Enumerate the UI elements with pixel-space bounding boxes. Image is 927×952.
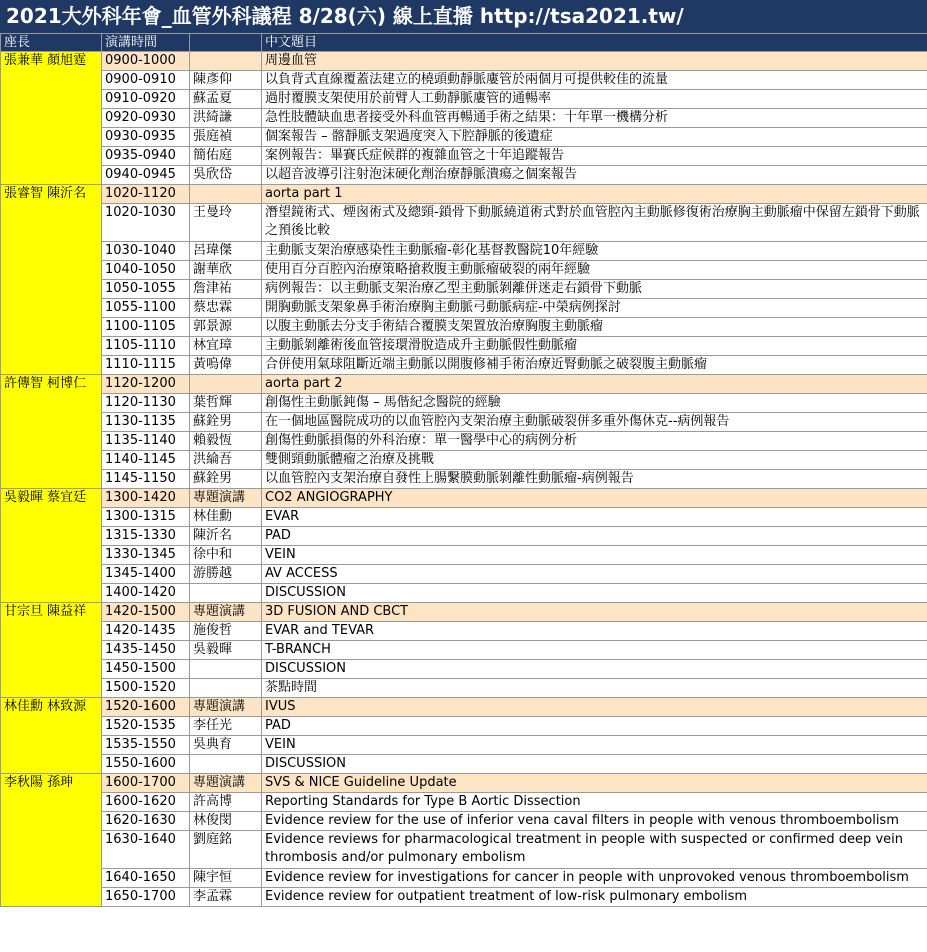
- session-time: 1300-1420: [102, 489, 190, 508]
- talk-row: [1, 565, 927, 584]
- agenda-table: [0, 33, 927, 907]
- talk-speaker: 吳毅暉: [190, 641, 262, 660]
- talk-topic: 以負背式直線覆蓋法建立的橈頭動靜脈廔管於兩個月可提供較佳的流量: [262, 71, 927, 90]
- session-label: [190, 375, 262, 394]
- chair-names: 甘宗旦 陳益祥: [1, 603, 102, 698]
- talk-topic: 潛望鏡術式、煙囪術式及總頸-鎖骨下動脈繞道術式對於血管腔內主動脈修復術治療胸主動脈瘤中保留左鎖骨下動脈之預後比較: [262, 204, 927, 242]
- talk-time: 1640-1650: [102, 869, 190, 888]
- talk-row: [1, 660, 927, 679]
- talk-time: 1140-1145: [102, 451, 190, 470]
- session-row: [1, 774, 927, 793]
- talk-topic: DISCUSSION: [262, 584, 927, 603]
- talk-time: 1630-1640: [102, 831, 190, 869]
- talk-time: 1030-1040: [102, 242, 190, 261]
- session-time: 1120-1200: [102, 375, 190, 394]
- talk-topic: 主動脈支架治療感染性主動脈瘤-彰化基督教醫院10年經驗: [262, 242, 927, 261]
- talk-row: [1, 508, 927, 527]
- talk-row: [1, 888, 927, 907]
- talk-time: 1520-1535: [102, 717, 190, 736]
- talk-topic: VEIN: [262, 736, 927, 755]
- talk-speaker: 林宜璋: [190, 337, 262, 356]
- session-row: [1, 489, 927, 508]
- talk-speaker: 游勝越: [190, 565, 262, 584]
- header-speaker: [190, 34, 262, 52]
- session-time: 1020-1120: [102, 185, 190, 204]
- talk-topic: 案例報告：畢賽氏症候群的複雜血管之十年追蹤報告: [262, 147, 927, 166]
- talk-row: [1, 432, 927, 451]
- session-label: 專題演講: [190, 603, 262, 622]
- session-topic: aorta part 1: [262, 185, 927, 204]
- session-row: [1, 52, 927, 71]
- session-label: 專題演講: [190, 698, 262, 717]
- agenda-body: [1, 34, 927, 907]
- talk-time: 1330-1345: [102, 546, 190, 565]
- talk-topic: 使用百分百腔內治療策略搶救腹主動脈瘤破裂的兩年經驗: [262, 261, 927, 280]
- talk-topic: Evidence review for the use of inferior vena caval filters in people with venous thromboembolism: [262, 812, 927, 831]
- talk-speaker: 林俊閔: [190, 812, 262, 831]
- talk-topic: DISCUSSION: [262, 660, 927, 679]
- talk-speaker: 黃嗚偉: [190, 356, 262, 375]
- header-chair: 座長: [1, 34, 102, 52]
- talk-topic: 急性肢體缺血患者接受外科血管再暢通手術之結果：十年單一機構分析: [262, 109, 927, 128]
- talk-row: [1, 793, 927, 812]
- talk-speaker: 詹津祐: [190, 280, 262, 299]
- talk-time: 1145-1150: [102, 470, 190, 489]
- table-header-row: [1, 34, 927, 52]
- talk-row: [1, 147, 927, 166]
- session-label: 專題演講: [190, 489, 262, 508]
- talk-time: 1345-1400: [102, 565, 190, 584]
- talk-time: 1040-1050: [102, 261, 190, 280]
- session-label: [190, 185, 262, 204]
- talk-topic: 創傷性動脈損傷的外科治療：單一醫學中心的病例分析: [262, 432, 927, 451]
- talk-topic: EVAR: [262, 508, 927, 527]
- talk-time: 1110-1115: [102, 356, 190, 375]
- chair-names: 張睿智 陳沂名: [1, 185, 102, 375]
- talk-speaker: 吳欣岱: [190, 166, 262, 185]
- talk-row: [1, 869, 927, 888]
- talk-time: 1500-1520: [102, 679, 190, 698]
- session-label: 專題演講: [190, 774, 262, 793]
- talk-row: [1, 280, 927, 299]
- talk-speaker: 李孟霖: [190, 888, 262, 907]
- talk-row: [1, 394, 927, 413]
- talk-row: [1, 356, 927, 375]
- talk-time: 1420-1435: [102, 622, 190, 641]
- talk-row: [1, 812, 927, 831]
- talk-topic: Reporting Standards for Type B Aortic Dissection: [262, 793, 927, 812]
- talk-time: 1600-1620: [102, 793, 190, 812]
- talk-speaker: 洪綸吾: [190, 451, 262, 470]
- talk-topic: 開胸動脈支架象鼻手術治療胸主動脈弓動脈病症-中榮病例探討: [262, 299, 927, 318]
- talk-topic: 主動脈剝離術後血管接環滑脫造成升主動脈假性動脈瘤: [262, 337, 927, 356]
- talk-time: 1400-1420: [102, 584, 190, 603]
- talk-speaker: 簡佑庭: [190, 147, 262, 166]
- talk-speaker: 葉哲輝: [190, 394, 262, 413]
- talk-row: [1, 90, 927, 109]
- talk-time: 1535-1550: [102, 736, 190, 755]
- session-row: [1, 375, 927, 394]
- talk-speaker: 呂瑋傑: [190, 242, 262, 261]
- talk-speaker: 劉庭銘: [190, 831, 262, 869]
- talk-speaker: 徐中和: [190, 546, 262, 565]
- talk-speaker: 許高博: [190, 793, 262, 812]
- talk-speaker: 吳典育: [190, 736, 262, 755]
- talk-time: 1315-1330: [102, 527, 190, 546]
- talk-speaker: [190, 584, 262, 603]
- talk-speaker: 蘇銓男: [190, 413, 262, 432]
- talk-speaker: [190, 660, 262, 679]
- talk-row: [1, 299, 927, 318]
- session-time: 1420-1500: [102, 603, 190, 622]
- talk-speaker: [190, 755, 262, 774]
- session-topic: CO2 ANGIOGRAPHY: [262, 489, 927, 508]
- session-topic: IVUS: [262, 698, 927, 717]
- talk-row: [1, 109, 927, 128]
- talk-topic: 雙側頸動脈體瘤之治療及挑戰: [262, 451, 927, 470]
- talk-time: 1020-1030: [102, 204, 190, 242]
- talk-row: [1, 584, 927, 603]
- talk-row: [1, 622, 927, 641]
- talk-time: 1550-1600: [102, 755, 190, 774]
- talk-topic: 病例報告：以主動脈支架治療乙型主動脈剝離併迷走右鎖骨下動脈: [262, 280, 927, 299]
- talk-row: [1, 641, 927, 660]
- talk-topic: Evidence reviews for pharmacological treatment in people with suspected or confirmed deep vein thrombosis and/or pulmonary embolism: [262, 831, 927, 869]
- talk-speaker: 蘇孟夏: [190, 90, 262, 109]
- talk-speaker: 王曼玲: [190, 204, 262, 242]
- chair-names: 張兼華 顏旭霆: [1, 52, 102, 185]
- talk-speaker: 陳沂名: [190, 527, 262, 546]
- talk-row: [1, 128, 927, 147]
- talk-time: 1300-1315: [102, 508, 190, 527]
- talk-topic: 茶點時間: [262, 679, 927, 698]
- talk-topic: 個案報告 – 髂靜脈支架過度突入下腔靜脈的後遺症: [262, 128, 927, 147]
- talk-topic: 以血管腔內支架治療自發性上腸繫膜動脈剝離性動脈瘤-病例報告: [262, 470, 927, 489]
- talk-time: 1650-1700: [102, 888, 190, 907]
- talk-row: [1, 755, 927, 774]
- talk-topic: Evidence review for outpatient treatment of low-risk pulmonary embolism: [262, 888, 927, 907]
- talk-speaker: 陳宇恒: [190, 869, 262, 888]
- talk-topic: AV ACCESS: [262, 565, 927, 584]
- talk-time: 0930-0935: [102, 128, 190, 147]
- talk-topic: 創傷性主動脈鈍傷 – 馬偕紀念醫院的經驗: [262, 394, 927, 413]
- talk-row: [1, 679, 927, 698]
- session-row: [1, 603, 927, 622]
- chair-names: 吳毅暉 蔡宜廷: [1, 489, 102, 603]
- header-topic: 中文題目: [262, 34, 927, 52]
- talk-row: [1, 71, 927, 90]
- talk-speaker: 蘇銓男: [190, 470, 262, 489]
- talk-row: [1, 470, 927, 489]
- talk-speaker: 郭景源: [190, 318, 262, 337]
- talk-row: [1, 204, 927, 242]
- talk-speaker: 蔡忠霖: [190, 299, 262, 318]
- talk-row: [1, 546, 927, 565]
- talk-time: 1100-1105: [102, 318, 190, 337]
- talk-speaker: 賴毅恆: [190, 432, 262, 451]
- talk-speaker: 李任光: [190, 717, 262, 736]
- talk-topic: Evidence review for investigations for cancer in people with unprovoked venous thromboembolism: [262, 869, 927, 888]
- talk-speaker: 謝華欣: [190, 261, 262, 280]
- talk-topic: 合併使用氣球阻斷近端主動脈以開腹修補手術治療近腎動脈之破裂腹主動脈瘤: [262, 356, 927, 375]
- talk-row: [1, 337, 927, 356]
- talk-row: [1, 451, 927, 470]
- talk-time: 1450-1500: [102, 660, 190, 679]
- talk-topic: VEIN: [262, 546, 927, 565]
- chair-names: 許傳智 柯博仁: [1, 375, 102, 489]
- talk-speaker: 林佳勳: [190, 508, 262, 527]
- talk-time: 1055-1100: [102, 299, 190, 318]
- chair-names: 李秋陽 孫珅: [1, 774, 102, 907]
- talk-row: [1, 261, 927, 280]
- talk-time: 1620-1630: [102, 812, 190, 831]
- talk-time: 0920-0930: [102, 109, 190, 128]
- talk-time: 0940-0945: [102, 166, 190, 185]
- talk-topic: 在一個地區醫院成功的以血管腔內支架治療主動脈破裂併多重外傷休克--病例報告: [262, 413, 927, 432]
- session-time: 0900-1000: [102, 52, 190, 71]
- session-row: [1, 185, 927, 204]
- session-topic: 周邊血管: [262, 52, 927, 71]
- talk-row: [1, 527, 927, 546]
- talk-speaker: 洪綺謙: [190, 109, 262, 128]
- talk-time: 1105-1110: [102, 337, 190, 356]
- header-time: 演講時間: [102, 34, 190, 52]
- talk-speaker: [190, 679, 262, 698]
- talk-time: 0910-0920: [102, 90, 190, 109]
- session-label: [190, 52, 262, 71]
- talk-speaker: 施俊哲: [190, 622, 262, 641]
- talk-topic: 以超音波導引注射泡沫硬化劑治療靜脈潰瘍之個案報告: [262, 166, 927, 185]
- session-row: [1, 698, 927, 717]
- talk-row: [1, 736, 927, 755]
- talk-row: [1, 831, 927, 869]
- talk-time: 1135-1140: [102, 432, 190, 451]
- session-topic: aorta part 2: [262, 375, 927, 394]
- talk-topic: DISCUSSION: [262, 755, 927, 774]
- talk-time: 0935-0940: [102, 147, 190, 166]
- talk-time: 1050-1055: [102, 280, 190, 299]
- talk-row: [1, 242, 927, 261]
- talk-row: [1, 413, 927, 432]
- talk-topic: EVAR and TEVAR: [262, 622, 927, 641]
- talk-topic: 過肘覆膜支架使用於前臂人工動靜脈廔管的通暢率: [262, 90, 927, 109]
- talk-time: 1435-1450: [102, 641, 190, 660]
- talk-row: [1, 166, 927, 185]
- agenda-title: 2021大外科年會_血管外科議程 8/28(六) 線上直播 http://tsa2021.tw/: [0, 0, 927, 33]
- talk-time: 1120-1130: [102, 394, 190, 413]
- talk-time: 1130-1135: [102, 413, 190, 432]
- talk-topic: 以腹主動脈去分支手術結合覆膜支架置放治療胸腹主動脈瘤: [262, 318, 927, 337]
- chair-names: 林佳勳 林致源: [1, 698, 102, 774]
- talk-speaker: 張庭禎: [190, 128, 262, 147]
- talk-row: [1, 318, 927, 337]
- talk-topic: PAD: [262, 527, 927, 546]
- session-time: 1600-1700: [102, 774, 190, 793]
- talk-time: 0900-0910: [102, 71, 190, 90]
- talk-topic: PAD: [262, 717, 927, 736]
- talk-row: [1, 717, 927, 736]
- session-topic: SVS & NICE Guideline Update: [262, 774, 927, 793]
- talk-topic: T-BRANCH: [262, 641, 927, 660]
- session-topic: 3D FUSION AND CBCT: [262, 603, 927, 622]
- session-time: 1520-1600: [102, 698, 190, 717]
- talk-speaker: 陳彥仰: [190, 71, 262, 90]
